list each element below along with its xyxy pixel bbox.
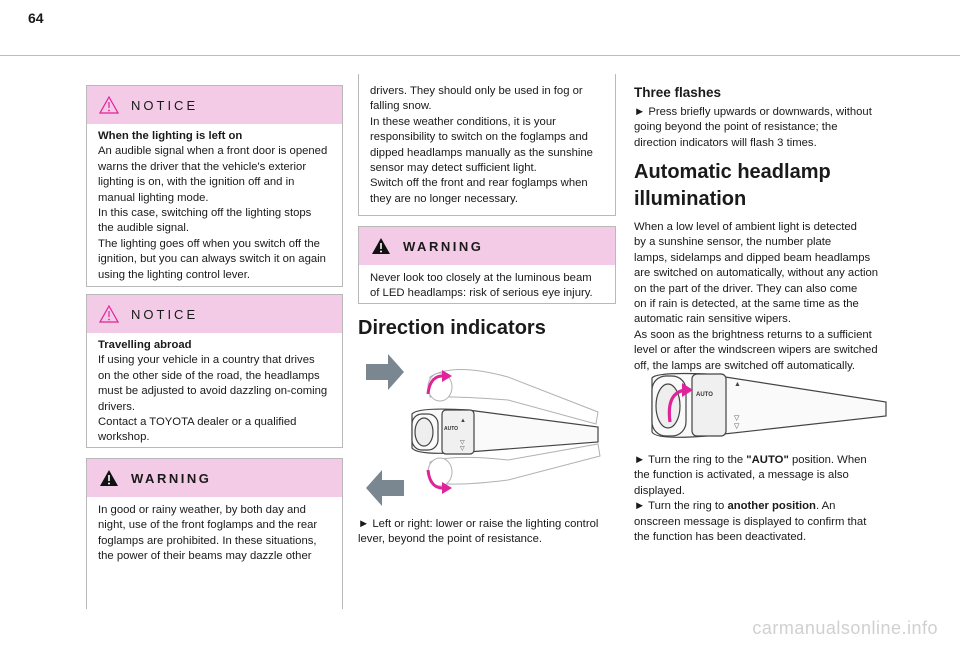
notice-line: If using your vehicle in a country that drives	[98, 354, 315, 367]
warning-line: night, use of the front foglamps and the rear	[98, 519, 318, 532]
svg-text:▲: ▲	[734, 381, 741, 388]
three-flashes-title: Three flashes	[634, 85, 722, 100]
auto-step-line: displayed.	[634, 484, 685, 497]
section-title-auto-headlamp-line2: illumination	[634, 188, 747, 210]
svg-text:▽: ▽	[460, 446, 465, 452]
auto-step-text: position. When	[788, 454, 867, 466]
notice-label: NOTICE	[131, 97, 199, 113]
warning-box-foglamps	[86, 458, 343, 609]
notice-triangle-icon	[99, 305, 119, 323]
header-rule	[0, 55, 960, 56]
notice-line: manual lighting mode.	[98, 191, 209, 204]
notice-box-lighting	[86, 85, 343, 287]
three-flashes-line: direction indicators will flash 3 times.	[634, 136, 817, 149]
warning-line: sensor may detect sufficient light.	[370, 162, 537, 175]
warning-box-led	[358, 226, 616, 304]
auto-ring-figure	[646, 370, 891, 442]
auto-step-line: the function is activated, a message is also	[634, 469, 849, 482]
warning-line: Never look too closely at the luminous beam	[370, 272, 592, 284]
warning-header	[87, 459, 342, 497]
warning-header	[359, 227, 615, 265]
notice-line: workshop.	[98, 431, 150, 444]
auto-headlamp-line: lamps, sidelamps and dipped beam headlamps	[634, 251, 871, 264]
notice-line: In this case, switching off the lighting stops	[98, 207, 312, 220]
auto-step-line: the function has been deactivated.	[634, 531, 807, 544]
warning-line: drivers. They should only be used in fog or	[370, 85, 583, 97]
svg-text:▽: ▽	[460, 440, 465, 446]
arrow-left-icon	[366, 470, 404, 506]
auto-step-text: ► Turn the ring to the	[634, 454, 747, 466]
svg-text:▲: ▲	[460, 418, 466, 424]
warning-line: falling snow.	[370, 100, 432, 113]
warning-line: In these weather conditions, it is your	[370, 115, 556, 128]
svg-text:▽: ▽	[734, 415, 740, 422]
warning-line: of LED headlamps: risk of serious eye injury.	[370, 287, 593, 300]
warning-label: WARNING	[403, 238, 484, 254]
auto-step-line	[634, 499, 899, 514]
notice-title: When the lighting is left on	[98, 130, 243, 142]
notice-line: must be adjusted to avoid dazzling on-coming	[98, 385, 328, 398]
auto-step-line	[634, 453, 899, 468]
auto-headlamp-line: When a low level of ambient light is detected	[634, 221, 857, 233]
auto-step-value: another position	[727, 500, 816, 513]
auto-headlamp-line: level or after the windscreen wipers are switched	[634, 344, 878, 357]
notice-header	[87, 295, 342, 333]
auto-headlamp-line: automatic rain sensitive wipers.	[634, 313, 791, 326]
warning-line: responsibility to switch on the foglamps and	[370, 131, 588, 144]
figure-auto-label: AUTO	[696, 392, 713, 398]
auto-step-text: . An	[815, 500, 836, 513]
notice-title: Travelling abroad	[98, 339, 192, 351]
watermark: carmanualsonline.info	[752, 618, 938, 638]
auto-step-text: ► Turn the ring to	[634, 500, 728, 513]
section-title-auto-headlamp: Automatic headlamp	[634, 161, 831, 183]
notice-line: The lighting goes off when you switch off the	[98, 237, 320, 250]
direction-caption-line: ► Left or right: lower or raise the lighting control	[358, 518, 599, 530]
warning-box-continued	[358, 74, 616, 216]
page-number: 64	[28, 10, 44, 26]
three-flashes-line: ► Press briefly upwards or downwards, without	[634, 106, 872, 118]
notice-line: drivers.	[98, 400, 136, 413]
auto-headlamp-line: by a sunshine sensor, the number plate	[634, 236, 832, 249]
figure-auto-label: AUTO	[444, 426, 459, 432]
warning-line: dipped headlamps manually as the sunshine	[370, 146, 593, 159]
auto-step-line: onscreen message is displayed to confirm that	[634, 515, 867, 528]
warning-label: WARNING	[131, 470, 212, 486]
notice-line: Contact a TOYOTA dealer or a qualified	[98, 416, 297, 429]
warning-triangle-icon	[99, 469, 119, 487]
auto-headlamp-line: As soon as the brightness returns to a sufficient	[634, 328, 872, 341]
warning-line: Switch off the front and rear foglamps when	[370, 177, 588, 190]
notice-line: using the lighting control lever.	[98, 268, 250, 281]
notice-line: ignition, but you can always switch it on again	[98, 253, 326, 266]
three-flashes-line: going beyond the point of resistance; the	[634, 121, 838, 134]
auto-headlamp-line: on the part of the driver. They can also come	[634, 282, 858, 295]
warning-line: In good or rainy weather, by both day and	[98, 504, 306, 516]
notice-line: the audible signal.	[98, 222, 190, 235]
warning-line: foglamps are prohibited. In these situations,	[98, 534, 317, 547]
warning-triangle-icon	[371, 237, 391, 255]
notice-line: An audible signal when a front door is opened	[98, 145, 328, 158]
section-title-direction-indicators: Direction indicators	[358, 317, 546, 339]
direction-indicator-figure	[358, 352, 603, 507]
svg-text:▽: ▽	[734, 423, 740, 430]
notice-triangle-icon	[99, 96, 119, 114]
auto-headlamp-line: are switched on automatically, without any action	[634, 267, 879, 280]
notice-line: warns the driver that the vehicle's exterior	[98, 160, 307, 173]
notice-box-abroad	[86, 294, 343, 448]
notice-line: lighting is on, with the ignition off and in	[98, 176, 295, 189]
auto-headlamp-line: on if rain is detected, at the same time as the	[634, 298, 859, 311]
warning-line: they are no longer necessary.	[370, 192, 518, 205]
notice-line: on the other side of the road, the headlamps	[98, 369, 320, 382]
auto-step-value: "AUTO"	[746, 454, 789, 466]
warning-line: the power of their beams may dazzle other	[98, 550, 312, 563]
notice-label: NOTICE	[131, 306, 199, 322]
auto-headlamp-line: off, the lamps are switched off automatically.	[634, 359, 856, 372]
notice-header	[87, 86, 342, 124]
direction-caption-line: lever, beyond the point of resistance.	[358, 533, 543, 546]
arrow-right-icon	[366, 354, 404, 390]
